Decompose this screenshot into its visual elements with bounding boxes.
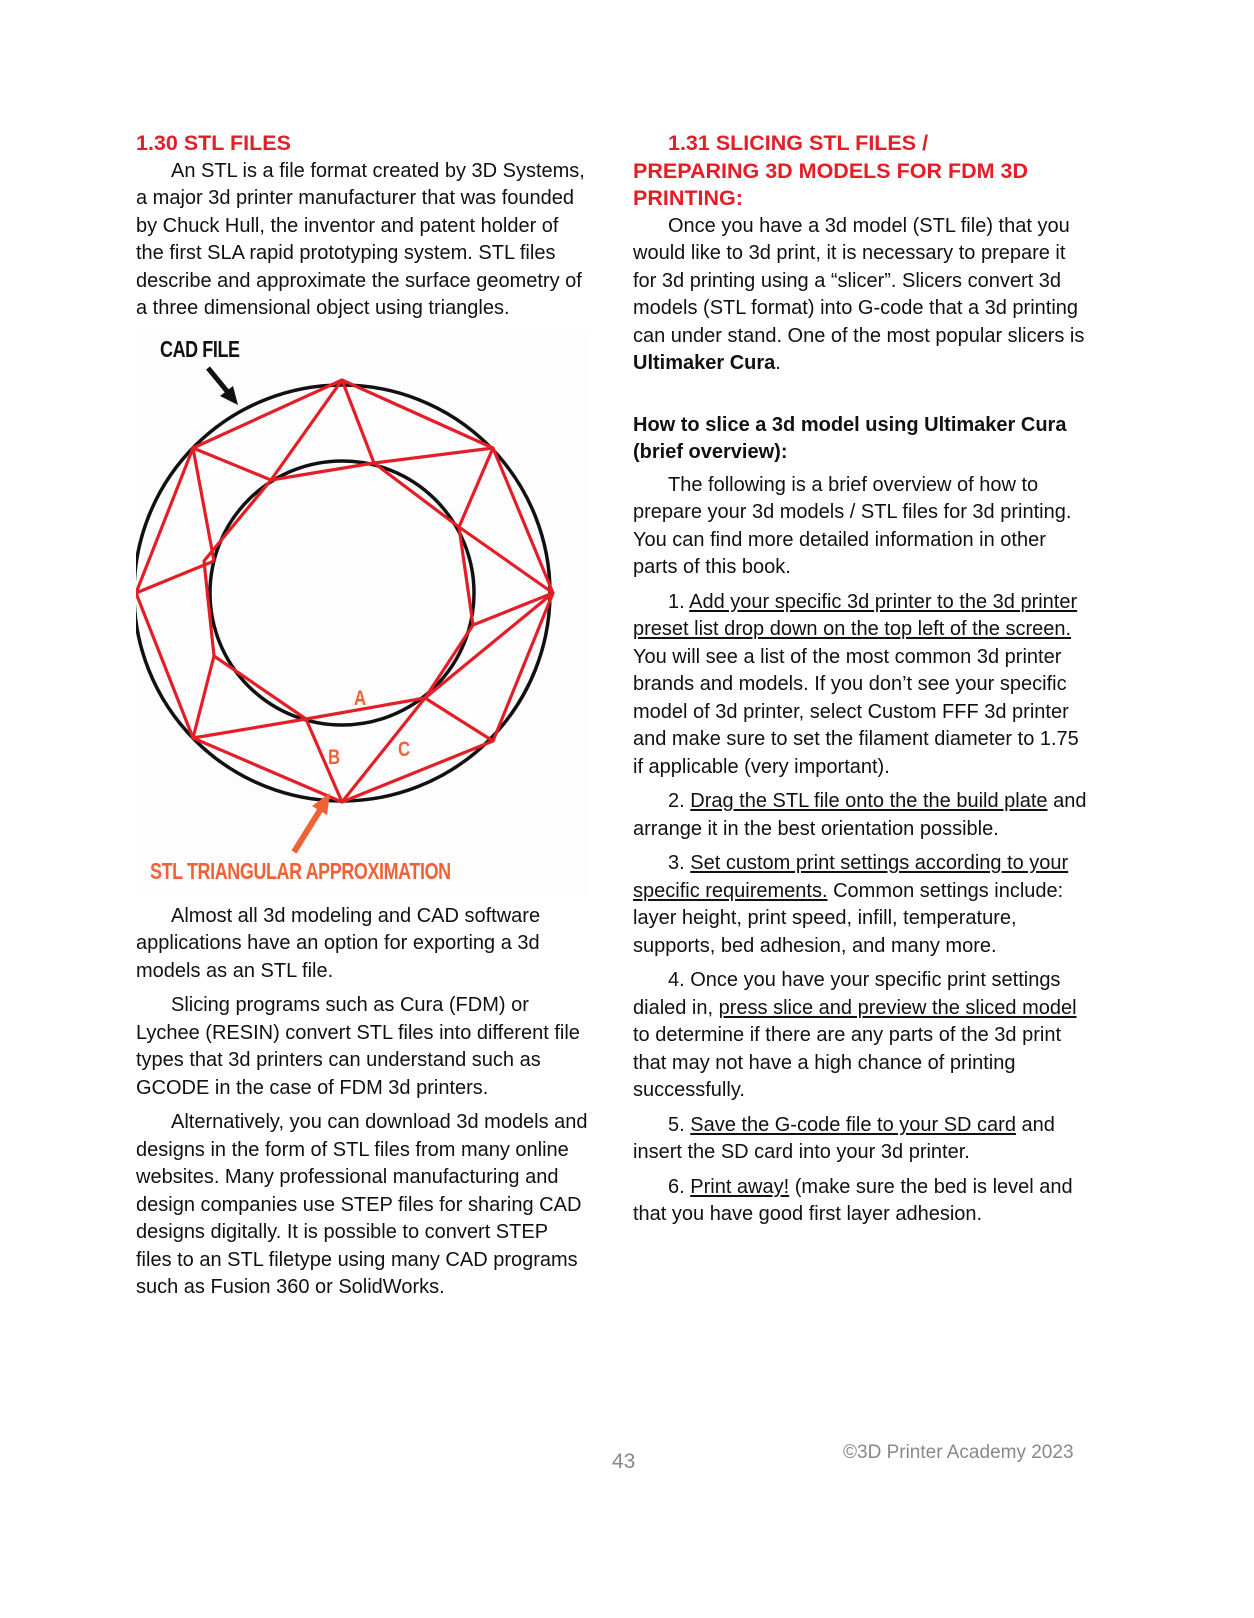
step-4: 4. Once you have your specific print settings dialed in, press slice and preview the sliced model to determine if there are any parts of the 3d print that may not have a high chance of printing successfully. xyxy=(633,969,1077,1101)
slicing-programs-paragraph: Slicing programs such as Cura (FDM) or Lychee (RESIN) convert STL files into different file types that 3d printers can understand such as GCODE in the case of FDM 3d printers. xyxy=(136,994,580,1099)
heading-line: PRINTING: xyxy=(633,186,743,210)
right-column xyxy=(633,130,1088,1236)
step-6: 6. Print away! (make sure the bed is level and that you have good first layer adhesion. xyxy=(633,1175,1073,1225)
step-3-underlined: Set custom print settings according to your specific requirements. xyxy=(633,852,1069,902)
stl-approximation-figure xyxy=(136,330,588,895)
step-3: 3. Set custom print settings according to your specific requirements. Common settings include: layer height, print speed, infill, temperature, supports, bed adhesion, and many more. xyxy=(633,852,1069,957)
cad-file-label: CAD FILE xyxy=(160,335,240,362)
step-2-underlined: Drag the STL file onto the the build plate xyxy=(690,790,1048,812)
stl-approximation-label: STL TRIANGULAR APPROXIMATION xyxy=(150,857,451,884)
step-5: 5. Save the G-code file to your SD card and insert the SD card into your 3d printer. xyxy=(633,1113,1055,1163)
step-6-underlined: Print away! xyxy=(690,1175,790,1198)
export-paragraph: Almost all 3d modeling and CAD software applications have an option for exporting a 3d models as an STL file. xyxy=(136,904,541,982)
step-1: 1. Add your specific 3d printer to the 3d printer preset list drop down on the top left of the screen. You will see a list of the most common 3d printer brands and models. If you don’t see your specific model of 3d printer, select Custom FFF 3d printer and make sure to set the filament diameter to 1.75 if applicable (very important). xyxy=(633,590,1079,778)
step-4-underlined: press slice and preview the sliced model xyxy=(718,996,1077,1019)
section-heading-slicing xyxy=(633,130,1088,213)
ultimaker-cura-bold: Ultimaker Cura xyxy=(633,352,776,374)
heading-line: 1.31 SLICING STL FILES / xyxy=(668,131,929,155)
step-5-underlined: Save the G-code file to your SD card xyxy=(690,1113,1016,1136)
stl-arrow-icon xyxy=(294,807,322,852)
download-models-paragraph: Alternatively, you can download 3d models and designs in the form of STL files from many online websites. Many professional manufacturing and design companies use STEP files for sharing CAD designs digitally. It is possible to convert STEP files to an STL filetype using many CAD programs such as Fusion 360 or SolidWorks. xyxy=(136,1111,588,1298)
left-column xyxy=(136,130,588,1309)
page-number: 43 xyxy=(612,1450,636,1473)
copyright-notice: ©3D Printer Academy 2023 xyxy=(843,1442,1074,1463)
edge-label-b: B xyxy=(328,745,341,769)
stl-diagram-svg xyxy=(136,330,588,895)
edge-label-c: C xyxy=(398,737,411,761)
edge-label-a: A xyxy=(354,686,367,710)
step-2: 2. Drag the STL file onto the the build plate and arrange it in the best orientation possible. xyxy=(633,790,1087,840)
how-to-subheading: How to slice a 3d model using Ultimaker Cura (brief overview): xyxy=(633,413,1067,463)
section-heading-stl-files: 1.30 STL FILES xyxy=(136,131,291,155)
heading-line: PREPARING 3D MODELS FOR FDM 3D xyxy=(633,158,1028,183)
overview-paragraph: The following is a brief overview of how to prepare your 3d models / STL files for 3d printing. You can find more detailed information in other parts of this book. xyxy=(633,473,1072,578)
slicing-intro-paragraph: Once you have a 3d model (STL file) that you would like to 3d print, it is necessary to prepare it for 3d printing using a “slicer”. Slicers convert 3d models (STL format) into G-code that a 3d printing can under stand. One of the most popular slicers is Ultimaker Cura. xyxy=(633,214,1085,374)
stl-intro-paragraph: An STL is a file format created by 3D Systems, a major 3d printer manufacturer that was founded by Chuck Hull, the inventor and patent holder of the first SLA rapid prototyping system. STL files describe and approximate the surface geometry of a three dimensional object using triangles. xyxy=(136,159,585,319)
step-1-underlined: Add your specific 3d printer to the 3d printer preset list drop down on the top left of the screen. xyxy=(633,590,1078,640)
